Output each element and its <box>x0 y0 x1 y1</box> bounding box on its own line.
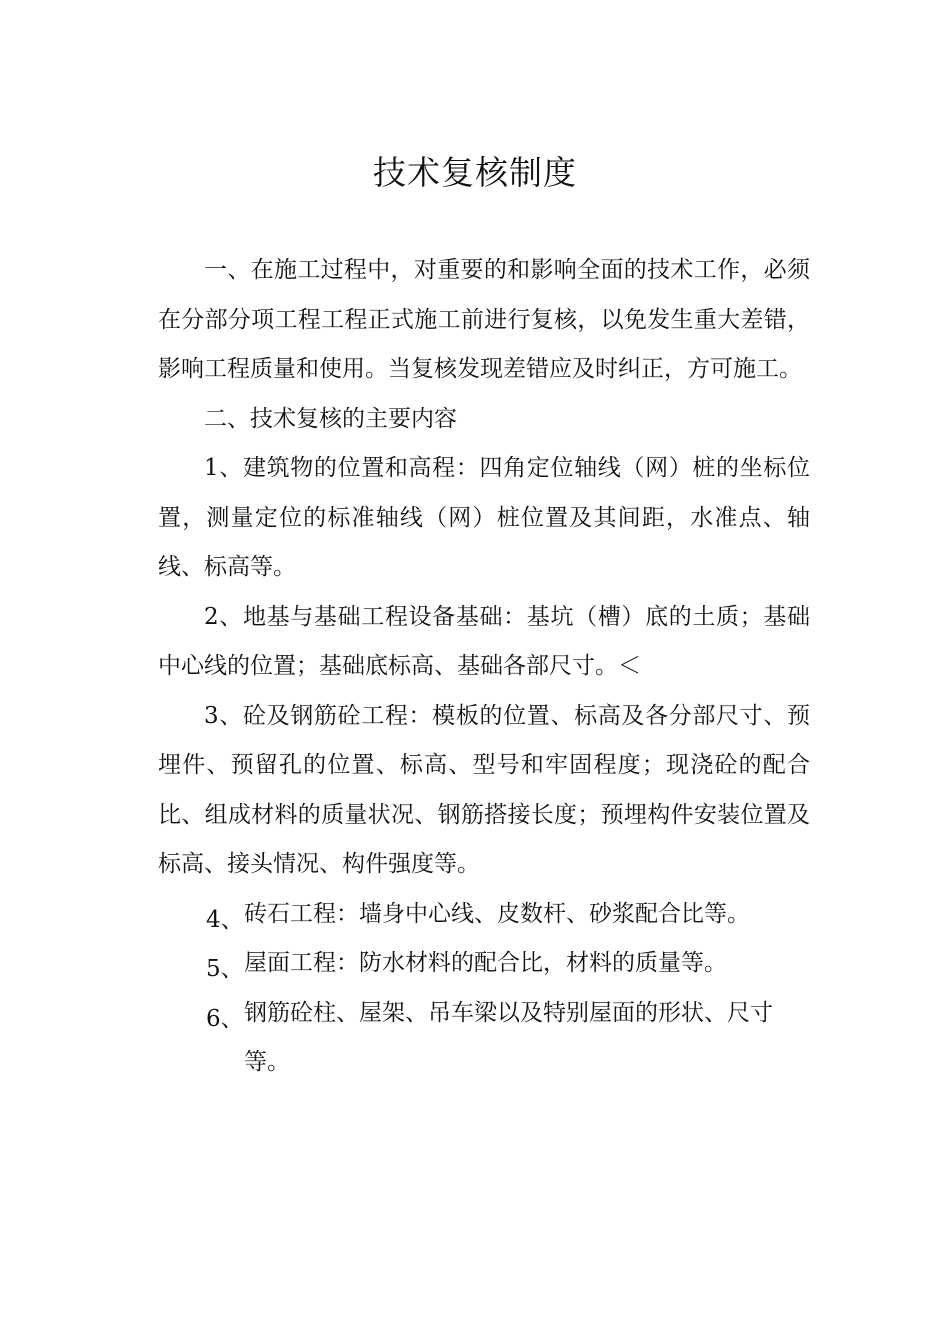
document-body <box>158 246 810 1088</box>
paragraph-2-heading: 二、技术复核的主要内容 <box>204 405 457 432</box>
list-item-number: 5、 <box>206 956 244 982</box>
list-item-5 <box>158 939 810 989</box>
paragraph-3: 1、建筑物的位置和高程：四角定位轴线（网）桩的坐标位置，测量定位的标准轴线（网）桩位置及其间距，水准点、轴线、标高等。 <box>158 455 810 580</box>
list-item-number: 6、 <box>206 1005 244 1032</box>
paragraph-5: 3、砼及钢筋砼工程：模板的位置、标高及各分部尺寸、预埋件、预留孔的位置、标高、型号和牢固程度；现浇砼的配合比、组成材料的质量状况、钢筋搭接长度；预埋构件安装位置及标高、接头情况、构件强度等。 <box>158 702 810 877</box>
paragraph-1: 一、在施工过程中，对重要的和影响全面的技术工作，必须在分部分项工程工程正式施工前进行复核，以免发生重大差错，影响工程质量和使用。当复核发现差错应及时纠正，方可施工。 <box>158 257 810 382</box>
list-item-4 <box>158 890 810 940</box>
list-item-text: 砖石工程：墙身中心线、皮数杆、砂浆配合比等。 <box>244 900 750 927</box>
list-item-text: 钢筋砼柱、屋架、吊车梁以及特别屋面的形状、尺寸等。 <box>244 999 773 1075</box>
list-item-text: 屋面工程：防水材料的配合比，材料的质量等。 <box>244 950 727 976</box>
list-item-6 <box>158 989 810 1088</box>
list-item-number: 4、 <box>206 906 244 933</box>
document-title: 技术复核制度 <box>373 153 577 192</box>
paragraph-4: 2、地基与基础工程设备基础：基坑（槽）底的土质；基础中心线的位置；基础底标高、基础各部尺寸。＜ <box>158 603 810 679</box>
